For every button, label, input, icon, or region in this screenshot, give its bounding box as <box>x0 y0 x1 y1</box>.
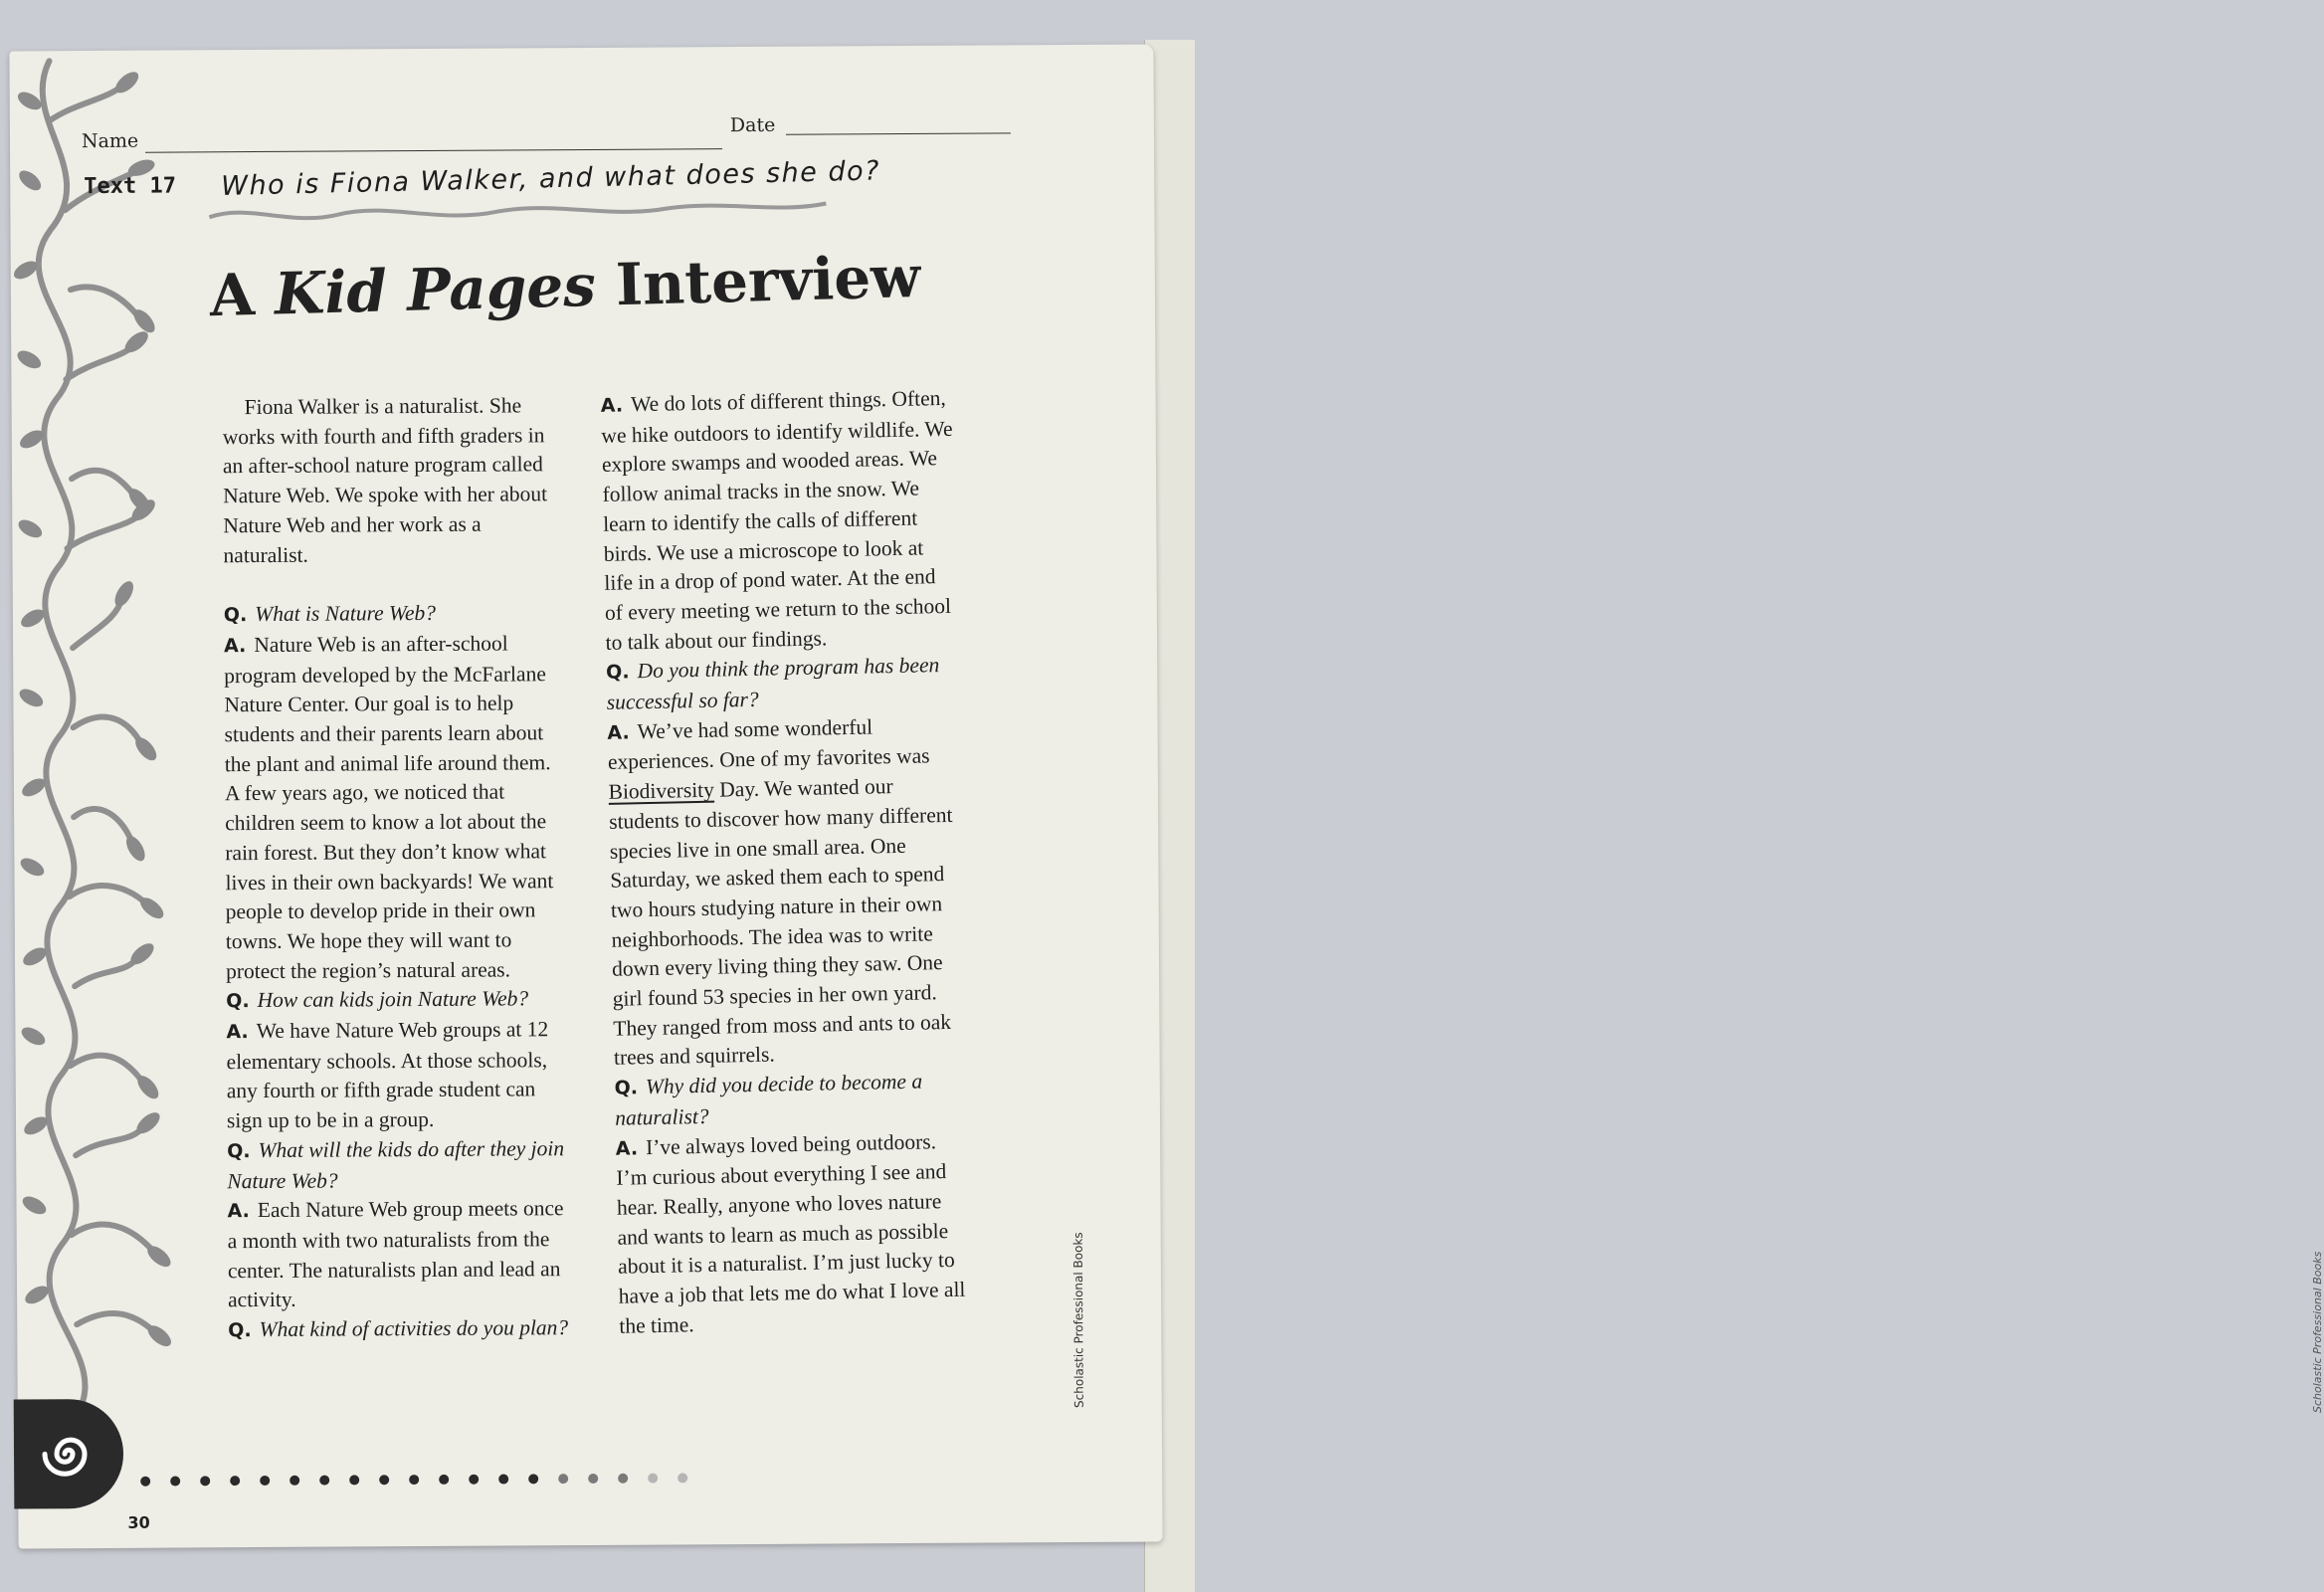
name-label: Name <box>81 129 139 153</box>
a-label: A. <box>224 635 247 658</box>
spiral-badge <box>14 1399 124 1509</box>
question-text: What will the kids do after they join Nature Web? <box>227 1136 565 1193</box>
a-label: A. <box>227 1200 250 1223</box>
q-label: Q. <box>228 1319 252 1342</box>
answer-text: We do lots of different things. Often, we hike outdoors to identify wildlife. We explore swamps and wooded areas. We follow animal tracks in the snow. We learn to identify the calls of different birds. We use a microscope to look at life in a drop of pond water. At the end of every meeting we return to the school to talk about our findings. <box>601 385 953 655</box>
q-label: Q. <box>614 1077 639 1099</box>
publisher-credit: Scholastic Professional Books <box>1070 1232 1086 1409</box>
answer-text: Nature Web is an after-school program developed by the McFarlane Nature Center. Our goal is to help students and their parents learn about the plant and animal life around them. A few years ago, we noticed that children seem to know a lot about the rain forest. But they don’t know what lives in their own backyards! We want people to develop pride in their own towns. We hope they will want to protect the region’s natural areas. <box>224 631 554 983</box>
text-number: Text 17 <box>84 173 177 200</box>
name-date-row <box>81 113 1037 156</box>
answer-3 <box>227 1194 571 1315</box>
question-text: Do you think the program has been successful so far? <box>606 653 940 714</box>
a-label: A. <box>615 1136 639 1160</box>
page-number: 30 <box>127 1512 150 1532</box>
headline-a: A <box>208 261 256 330</box>
q-label: Q. <box>605 661 630 685</box>
intro-paragraph: Fiona Walker is a naturalist. She works with fourth and fifth graders in an after-school nature program called Nature Web. We spoke with her about Nature Web and her work as a naturalist. <box>222 393 548 567</box>
q-label: Q. <box>226 990 250 1013</box>
answer-text-start: We’ve had some wonderful experiences. One of my favorites was <box>607 714 930 775</box>
q-label: Q. <box>223 604 248 627</box>
answer-text: Each Nature Web group meets once a month with two naturalists from the center. The naturalists plan and lead an activity. <box>227 1196 564 1312</box>
headline-kid-pages: Kid Pages <box>274 251 597 328</box>
right-column <box>601 384 973 1341</box>
guiding-question: Who is Fiona Walker, and what does she do? <box>220 155 881 203</box>
answer-text: I’ve always loved being outdoors. I’m curious about everything I see and hear. Really, anyone who loves nature and wants to learn as much as possible about it is a naturalist. I’m just lucky to have a job that lets me do what I love all the time. <box>616 1128 966 1338</box>
publisher-credit-next-page: Scholastic Professional Books <box>2311 1251 2324 1413</box>
vine-border-decoration <box>9 60 187 1474</box>
left-column <box>223 391 572 1346</box>
answer-5 <box>607 710 967 1073</box>
date-field-line[interactable] <box>786 132 1011 134</box>
date-label: Date <box>729 113 776 137</box>
answer-2 <box>226 1015 570 1136</box>
answer-4 <box>601 384 959 658</box>
q-label: Q. <box>227 1139 251 1163</box>
a-label: A. <box>600 394 624 417</box>
answer-1 <box>224 629 569 987</box>
answer-6 <box>615 1126 972 1341</box>
spiral-icon <box>14 1399 124 1509</box>
question-1 <box>224 598 567 631</box>
question-2 <box>226 984 569 1017</box>
headline-interview: Interview <box>615 242 921 319</box>
a-label: A. <box>226 1021 249 1044</box>
question-text: What kind of activities do you plan? <box>259 1315 569 1342</box>
a-label: A. <box>607 721 630 744</box>
question-3 <box>227 1134 570 1197</box>
question-6 <box>614 1067 968 1134</box>
worksheet-page <box>9 45 1162 1549</box>
headline <box>209 242 967 352</box>
underlined-word: Biodiversity <box>608 777 715 804</box>
question-4 <box>228 1313 571 1346</box>
question-5 <box>606 651 960 718</box>
wavy-underline <box>209 196 826 230</box>
question-text: Why did you decide to become a naturalist? <box>614 1069 923 1130</box>
answer-text-end: Day. We wanted our students to discover how many different species live in one small area. One Saturday, we asked them each to spend two hours studying nature in their own neighborhoods. The idea was to write down every living thing they saw. One girl found 53 species in her own yard. They ranged from moss and ants to oak trees and squirrels. <box>608 774 953 1071</box>
question-text: What is Nature Web? <box>255 601 437 627</box>
answer-text: We have Nature Web groups at 12 elementary schools. At those schools, any fourth or fifth grade student can sign up to be in a group. <box>226 1017 549 1133</box>
name-field-line[interactable] <box>145 148 722 153</box>
question-text: How can kids join Nature Web? <box>257 986 529 1013</box>
dotted-divider <box>137 1470 734 1490</box>
